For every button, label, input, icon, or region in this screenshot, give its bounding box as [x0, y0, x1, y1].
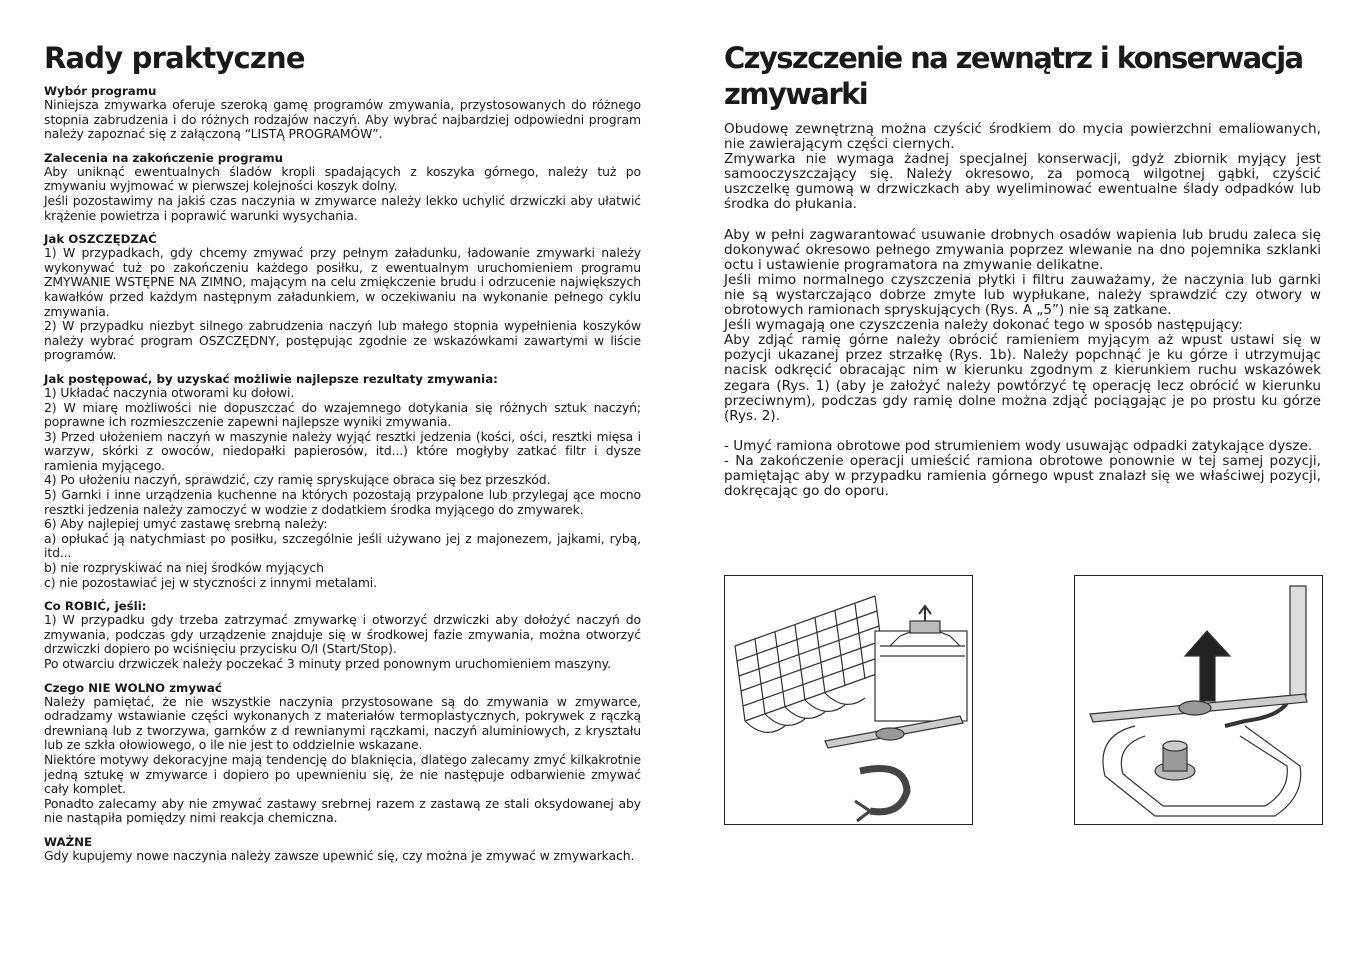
- section-paragraph: Jeśli pozostawimy na jakiś czas naczynia w zmywarce należy lekko uchylić drzwiczki aby ułatwić krążenie powietrza i poprawić warunki wysychania.: [44, 192, 641, 223]
- body-paragraph: Aby zdjąć ramię górne należy obrócić ramieniem myjącym aż wpust ustawi się w pozycji ukazanej przez strzałkę (Rys. 1b). Należy popchnąć je ku górze i utrzymując nacisk odkręcić obracając nim w kierunku zgodnym z kierunkiem ruchu wskazówek zegara (Rys. 1) (aby je założyć należy powtórzyć tę operację lecz obrócić w kierunku przeciwnym), podczas gdy ramię dolne można zdjąć pociągając je po prostu ku górze (Rys. 2).: [724, 332, 1321, 424]
- section-paragraph: 1) W przypadkach, gdy chcemy zmywać przy pełnym załadunku, ładowanie zmywarki należy wykonywać tuż po zakończeniu każdego posiłku, z ewentualnym uruchomieniem programu ZMYWANIE WSTĘPNE NA ZIMNO, mającym na celu zmiękczenie brudu i odrzucenie największych kawałków przed każdym następnym załadunkiem, w oczekiwaniu na wykonanie pełnego cyklu zmywania.: [44, 245, 641, 319]
- section-heading: Jak OSZCZĘDZAĆ: [44, 232, 157, 247]
- section-paragraph: 1) W przypadku gdy trzeba zatrzymać zmywarkę i otworzyć drzwiczki aby dołożyć naczyń do zmywania, podczas gdy urządzenie znajduje się w środkowej fazie zmywania, można otworzyć drzwiczki dopiero po wciśnięciu przycisku O/I (Start/Stop).: [44, 612, 641, 657]
- section-heading: Czego NIE WOLNO zmywać: [44, 680, 222, 695]
- section-paragraph: Niektóre motywy dekoracyjne mają tendencję do blaknięcia, dlatego zalecamy zmyć kilkakrotnie jedną sztukę w zmywarce i dopiero po upewnieniu się, że nie następuje odbarwienie zmywać cały komplet.: [44, 751, 641, 797]
- section-paragraph: 1) Układać naczynia otworami ku dołowi.: [44, 384, 295, 400]
- section-paragraph: b) nie rozpryskiwać na niej środków myjących: [44, 560, 324, 576]
- section-paragraph: Gdy kupujemy nowe naczynia należy zawsze upewnić się, czy można je zmywać w zmywarkach.: [44, 847, 635, 863]
- section-paragraph: 6) Aby najlepiej umyć zastawę srebrną należy:: [44, 516, 328, 532]
- body-paragraph: Jeśli mimo normalnego czyszczenia płytki i filtru zauważamy, że naczynia lub garnki nie są wystarczająco dobrze zmyte lub wypłukane, należy sprawdzić czy otwory w obrotowych ramionach spryskujących (Rys. A „5”) nie są zatkane.: [724, 271, 1321, 319]
- left-sections: [44, 84, 641, 864]
- lower-spray-arm-icon: [1075, 576, 1322, 824]
- section: [44, 232, 641, 363]
- section: [44, 372, 641, 590]
- upper-spray-arm-basket-icon: [725, 576, 972, 824]
- section-heading: Jak postępować, by uzyskać możliwie najlepsze rezultaty zmywania:: [44, 371, 498, 386]
- section: [44, 835, 641, 864]
- section-paragraph: c) nie pozostawiać jej w styczności z innymi metalami.: [44, 574, 377, 590]
- section: [44, 84, 641, 142]
- body-paragraph: Zmywarka nie wymaga żadnej specjalnej konserwacji, gdyż zbiornik myjący jest samooczyszczający się. Należy okresowo, za pomocą wilgotnej gąbki, czyścić uszczelkę gumową w drzwiczkach aby wyeliminować ewentualne ślady odpadków lub środka do płukania.: [724, 151, 1321, 213]
- section-heading: Co ROBIĆ, jeśli:: [44, 599, 147, 614]
- section-paragraph: 3) Przed ułożeniem naczyń w maszynie należy wyjąć resztki jedzenia (kości, ości, resztki mięsa i warzyw, skórki z owoców, niedopałki papierosów, itd...) które mogłyby zatkać filtr i dysze ramienia myjącego.: [44, 428, 641, 473]
- section: [44, 681, 641, 826]
- section: [44, 151, 641, 223]
- section-paragraph: 2) W miarę możliwości nie dopuszczać do wzajemnego dotykania się różnych sztuk naczyń; poprawne ich rozmieszczenie zapewni najlepsze wyniki zmywania.: [44, 399, 641, 430]
- section-paragraph: a) opłukać ją natychmiast po posiłku, szczególnie jeśli używano jej z majonezem, jajkami, rybą, itd...: [44, 530, 641, 561]
- figure-upper-arm: [724, 575, 973, 825]
- right-blocks: [724, 122, 1321, 499]
- section-heading: WAŻNE: [44, 834, 93, 849]
- page-title-right: Czyszczenie na zewnątrz i konserwacja zmywarki: [724, 41, 1303, 111]
- figure-lower-arm: [1074, 575, 1323, 825]
- body-paragraph: - Umyć ramiona obrotowe pod strumieniem wody usuwając odpadki zatykające dysze.: [724, 437, 1313, 454]
- section-paragraph: Należy pamiętać, że nie wszystkie naczynia przystosowane są do zmywania w zmywarce, odradzamy wstawianie części wykonanych z materiałów termoplastycznych, pokrywek z rączką drewnianą lub z tworzywa, garnków z d rewnianymi rączkami, naczyń aluminiowych, z kryształu lub ze szkła ołowiowego, o ile nie jest to oddzielnie wskazane.: [44, 693, 641, 753]
- section-paragraph: 2) W przypadku niezbyt silnego zabrudzenia naczyń lub małego stopnia wypełnienia koszyków należy wybrać program OSZCZĘDNY, postępując zgodnie ze wskazówkami zawartymi w liście programów.: [44, 318, 641, 363]
- body-paragraph: Aby w pełni zagwarantować usuwanie drobnych osadów wapienia lub brudu zaleca się dokonywać okresowo pełnego zmywania poprzez wlewanie na dno pojemnika szklanki octu i ustawienie programatora na zmywanie delikatne.: [724, 226, 1321, 273]
- section-paragraph: Niniejsza zmywarka oferuje szeroką gamę programów zmywania, przystosowanych do różnego stopnia zabrudzenia i do różnych rodzajów naczyń. Aby wybrać najbardziej odpowiedni program należy zapoznać się z załączoną “LISTĄ PROGRAMÓW”.: [44, 97, 641, 142]
- section-paragraph: Ponadto zalecamy aby nie zmywać zastawy srebrnej razem z zastawą ze stali oksydowanej aby nie nastąpiła pomiędzy nimi reakcja chemiczna.: [44, 795, 641, 826]
- section-paragraph: 5) Garnki i inne urządzenia kuchenne na których pozostają przypalone lub przylegaj ące mocno resztki jedzenia należy zamoczyć w wodzie z dodatkiem środka myjącego do zmywarek.: [44, 487, 641, 517]
- right-column: [724, 40, 1321, 499]
- page-title-left: Rady praktyczne: [44, 41, 305, 75]
- section-heading: Zalecenia na zakończenie programu: [44, 150, 284, 165]
- section-paragraph: Po otwarciu drzwiczek należy poczekać 3 minuty przed ponownym uruchomieniem maszyny.: [44, 656, 611, 671]
- section-paragraph: Aby uniknąć ewentualnych śladów kropli spadających z koszyka górnego, należy tuż po zmywaniu wyjmować w pierwszej kolejności koszyk dolny.: [44, 163, 641, 194]
- body-paragraph: Jeśli wymagają one czyszczenia należy dokonać tego w sposób następujący:: [724, 317, 1243, 334]
- section-heading: Wybór programu: [44, 84, 157, 98]
- section: [44, 599, 641, 671]
- body-paragraph: - Na zakończenie operacji umieścić ramiona obrotowe ponownie w tej samej pozycji, pamiętając aby w przypadku ramienia górnego wpust znalazł się we właściwej pozycji, dokręcając go do oporu.: [724, 452, 1321, 500]
- left-column: [44, 40, 641, 873]
- section-paragraph: 4) Po ułożeniu naczyń, sprawdzić, czy ramię spryskujące obraca się bez przeszkód.: [44, 472, 551, 488]
- body-paragraph: Obudowę zewnętrzną można czyścić środkiem do mycia powierzchni emaliowanych, nie zawierającym części ciernych.: [724, 121, 1321, 153]
